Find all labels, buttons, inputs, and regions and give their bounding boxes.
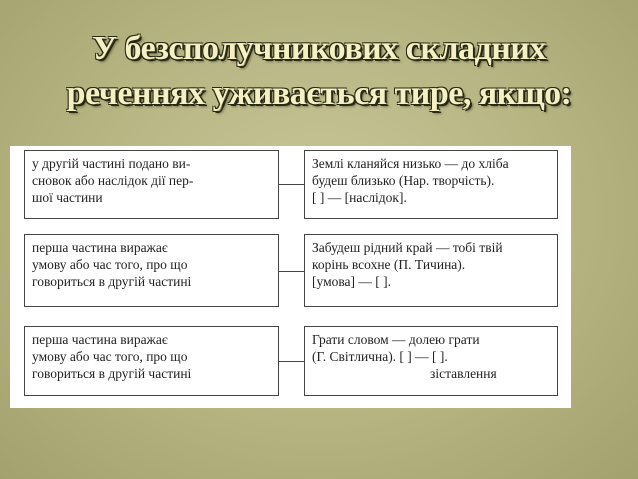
example-3-scheme-label: зіставлення	[430, 366, 497, 381]
example-3-line-2: (Г. Світлична). [ ] — [ ].	[312, 349, 448, 364]
example-1-scheme: [ ] — [наслідок].	[312, 190, 407, 205]
condition-3-line-1: перша частина виражає	[32, 332, 168, 347]
condition-3-line-3: говориться в другій частині	[32, 366, 192, 381]
slide-title	[0, 26, 638, 116]
connector-line-3	[279, 361, 304, 362]
slide-title-line-1: У безсполучникових складних	[92, 30, 546, 67]
connector-line-2	[279, 271, 304, 272]
example-2-line-2: корінь всохне (П. Тичина).	[312, 257, 466, 272]
condition-box-1	[24, 150, 279, 219]
example-3-line-1: Грати словом — долею грати	[312, 332, 480, 347]
example-1-line-2: будеш близько (Нар. творчість).	[312, 173, 495, 188]
condition-2-line-2: умову або час того, про що	[32, 257, 188, 272]
condition-box-3	[24, 326, 279, 396]
rules-table	[10, 146, 571, 408]
condition-2-line-3: говориться в другій частині	[32, 274, 192, 289]
condition-3-line-2: умову або час того, про що	[32, 349, 188, 364]
condition-1-line-2: сновок або наслідок дії пер-	[32, 173, 194, 188]
example-box-2	[304, 234, 558, 307]
example-1-line-1: Землі кланяйся низько — до хліба	[312, 156, 509, 171]
example-box-3	[304, 326, 558, 396]
slide-title-line-2: реченнях уживається тире, якщо:	[66, 75, 572, 112]
example-box-1	[304, 150, 558, 219]
condition-2-line-1: перша частина виражає	[32, 240, 168, 255]
connector-line-1	[279, 184, 304, 185]
condition-1-line-1: у другій частині подано ви-	[32, 156, 191, 171]
example-2-scheme: [умова] — [ ].	[312, 274, 392, 289]
condition-1-line-3: шої частини	[32, 190, 103, 205]
condition-box-2	[24, 234, 279, 307]
example-2-line-1: Забудеш рідний край — тобі твій	[312, 240, 503, 255]
